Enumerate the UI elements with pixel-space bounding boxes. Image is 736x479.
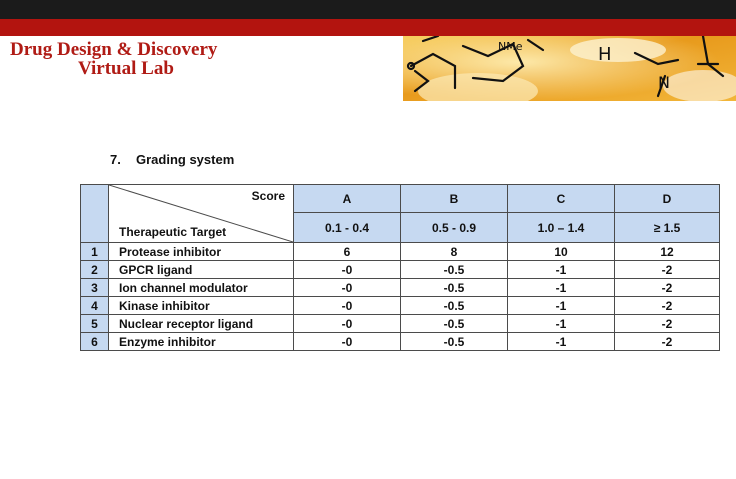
row-value-b: -0.5 [401,333,508,351]
score-range-c: 1.0 – 1.4 [508,213,615,243]
row-value-a: -0 [294,333,401,351]
row-index: 2 [81,261,109,279]
grade-header-b: B [401,185,508,213]
row-value-c: -1 [508,315,615,333]
section-heading [110,152,234,167]
row-target: Protease inhibitor [109,243,294,261]
row-value-d: 12 [615,243,720,261]
banner-label-nme: NMe [498,40,523,53]
table-row [81,261,720,279]
corner-header-cell [109,185,294,243]
table-row [81,243,720,261]
row-value-d: -2 [615,333,720,351]
grading-table [80,184,720,351]
brand-logo-text [10,40,275,78]
table-row [81,333,720,351]
score-range-b: 0.5 - 0.9 [401,213,508,243]
target-axis-label: Therapeutic Target [119,225,227,239]
row-value-b: -0.5 [401,261,508,279]
table-row [81,315,720,333]
row-index: 5 [81,315,109,333]
score-axis-label: Score [251,189,285,203]
molecule-banner-image [403,36,736,101]
row-value-d: -2 [615,261,720,279]
row-value-d: -2 [615,279,720,297]
row-value-c: -1 [508,261,615,279]
score-range-a: 0.1 - 0.4 [294,213,401,243]
table-row [81,297,720,315]
row-target: GPCR ligand [109,261,294,279]
row-value-a: -0 [294,261,401,279]
index-header-cell [81,185,109,243]
row-index: 4 [81,297,109,315]
top-bar-dark [0,0,736,19]
row-value-d: -2 [615,315,720,333]
brand-line-2: Virtual Lab [78,58,174,79]
grade-header-row [81,185,720,213]
grade-header-c: C [508,185,615,213]
row-value-b: -0.5 [401,315,508,333]
row-value-a: -0 [294,315,401,333]
section-number: 7. [110,152,121,167]
row-index: 3 [81,279,109,297]
row-index: 6 [81,333,109,351]
row-value-b: 8 [401,243,508,261]
row-target: Kinase inhibitor [109,297,294,315]
row-target: Ion channel modulator [109,279,294,297]
section-title: Grading system [136,152,235,167]
row-value-d: -2 [615,297,720,315]
score-range-d: ≥ 1.5 [615,213,720,243]
banner-label-n: N [658,73,670,92]
row-value-c: -1 [508,333,615,351]
grade-header-a: A [294,185,401,213]
grade-header-d: D [615,185,720,213]
brand-line-1: Drug Design & Discovery [10,39,218,60]
row-value-b: -0.5 [401,297,508,315]
row-value-c: 10 [508,243,615,261]
row-value-a: 6 [294,243,401,261]
row-target: Enzyme inhibitor [109,333,294,351]
row-value-c: -1 [508,279,615,297]
row-value-a: -0 [294,297,401,315]
row-value-c: -1 [508,297,615,315]
row-index: 1 [81,243,109,261]
table-row [81,279,720,297]
row-value-a: -0 [294,279,401,297]
top-bar-red [0,19,736,36]
row-target: Nuclear receptor ligand [109,315,294,333]
banner-label-h: H [598,44,612,65]
row-value-b: -0.5 [401,279,508,297]
molecule-illustration [403,36,736,101]
